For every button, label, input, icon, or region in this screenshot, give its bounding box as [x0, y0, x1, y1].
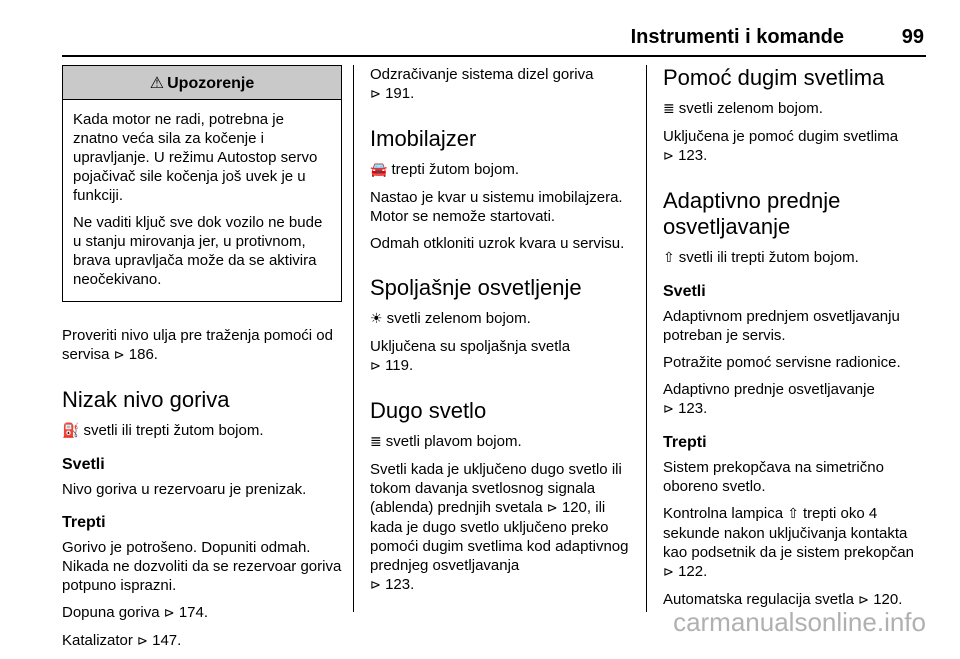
column-right	[663, 65, 928, 618]
warning-title: Upozorenje	[167, 75, 255, 92]
reference-arrow-icon: ⊳	[370, 578, 381, 593]
paragraph: Adaptivno prednje osvetljavanje ⊳ 123.	[663, 381, 875, 417]
paragraph: Katalizator ⊳ 147.	[62, 632, 182, 649]
paragraph: Sistem prekopčava na simetrično oboreno svetlo.	[663, 459, 884, 495]
paragraph: Uključena je pomoć dugim svetlima ⊳ 123.	[663, 128, 899, 164]
reference-arrow-icon: ⊳	[113, 348, 125, 363]
paragraph: Uključena su spoljašnja svetla ⊳ 119.	[370, 338, 571, 374]
reference-arrow-icon: ⊳	[163, 606, 175, 621]
header-rule	[62, 55, 926, 57]
watermark: carmanualsonline.info	[673, 607, 926, 637]
adaptive-headlight-icon: ⇧	[663, 250, 675, 266]
warning-text: Ne vaditi ključ sve dok vozilo ne bude u stanju mirovanja jer, u protivnom, brava upravljača može da se aktivira neočekivano.	[73, 214, 323, 288]
paragraph: Automatska regulacija svetla ⊳ 120.	[663, 591, 903, 608]
warning-body	[63, 100, 341, 301]
paragraph: Odmah otkloniti uzrok kvara u servisu.	[370, 235, 625, 252]
high-beam-assist-icon: ≣	[663, 101, 675, 117]
paragraph: 🚘 trepti žutom bojom.	[370, 161, 519, 178]
warning-header	[63, 66, 341, 100]
paragraph: Adaptivnom prednjem osvetljavanju potreban je servis.	[663, 308, 900, 344]
paragraph: ≣ svetli zelenom bojom.	[663, 100, 823, 117]
reference-arrow-icon: ⊳	[370, 87, 381, 102]
exterior-light-icon: ☀	[370, 311, 383, 327]
high-beam-icon: ≣	[370, 434, 382, 450]
paragraph: Gorivo je potrošeno. Dopuniti odmah. Nikada ne dozvoliti da se rezervoar goriva potpuno isprazni.	[62, 539, 342, 594]
paragraph: Nivo goriva u rezervoaru je prenizak.	[62, 481, 307, 498]
page-header-title: Instrumenti i komande	[630, 26, 844, 48]
warning-text: Kada motor ne radi, potrebna je znatno veća sila za kočenje i upravljanje. U režimu Autostop servo pojačivač sile kočenja još uvek je u funkciji.	[73, 111, 318, 204]
paragraph: Potražite pomoć servisne radionice.	[663, 354, 901, 371]
adaptive-headlight-icon: ⇧	[787, 506, 799, 522]
subheading: Trepti	[663, 434, 707, 451]
paragraph: Svetli kada je uključeno dugo svetlo ili tokom davanja svetlosnog signala (ablenda) prednjih svetala ⊳ 120, ili kada je dugo svetlo uključeno preko pomoći dugim svetlima kod adaptivnog prednjeg osvetljavanja ⊳ 123.	[370, 461, 629, 593]
reference-arrow-icon: ⊳	[858, 593, 870, 608]
reference-arrow-icon: ⊳	[370, 359, 381, 374]
column-middle	[370, 65, 635, 603]
paragraph: Kontrolna lampica ⇧ trepti oko 4 sekunde nakon uključivanja kontakta kao podsetnik da je sistem prekopčan ⊳ 122.	[663, 505, 914, 580]
column-divider	[353, 65, 354, 612]
column-left	[62, 65, 342, 659]
paragraph: ☀ svetli zelenom bojom.	[370, 310, 531, 327]
section-heading: Spoljašnje osvetljenje	[370, 275, 582, 300]
warning-triangle-icon: ⚠	[149, 75, 165, 92]
car-key-icon: 🚘	[370, 162, 388, 178]
paragraph: ⛽ svetli ili trepti žutom bojom.	[62, 422, 264, 439]
subheading: Svetli	[663, 283, 706, 300]
paragraph: ⇧ svetli ili trepti žutom bojom.	[663, 249, 859, 266]
section-heading: Adaptivno prednje osvetljavanje	[663, 188, 841, 239]
paragraph: ≣ svetli plavom bojom.	[370, 433, 522, 450]
subheading: Svetli	[62, 456, 105, 473]
column-divider	[646, 65, 647, 612]
page-number: 99	[901, 26, 924, 48]
paragraph: Nastao je kvar u sistemu imobilajzera. Motor se nemože startovati.	[370, 189, 623, 225]
reference-arrow-icon: ⊳	[663, 149, 674, 164]
subheading: Trepti	[62, 514, 106, 531]
section-heading: Dugo svetlo	[370, 398, 487, 423]
section-heading: Imobilajzer	[370, 126, 477, 151]
warning-box	[62, 65, 342, 302]
paragraph: Proveriti nivo ulja pre traženja pomoći od servisa ⊳ 186.	[62, 327, 333, 363]
fuel-pump-icon: ⛽	[62, 423, 80, 439]
reference-arrow-icon: ⊳	[663, 565, 674, 580]
section-heading: Pomoć dugim svetlima	[663, 65, 885, 90]
section-heading: Nizak nivo goriva	[62, 387, 230, 412]
reference-arrow-icon: ⊳	[137, 634, 148, 649]
paragraph: Dopuna goriva ⊳ 174.	[62, 604, 209, 621]
reference-arrow-icon: ⊳	[546, 501, 558, 516]
paragraph: Odzračivanje sistema dizel goriva ⊳ 191.	[370, 66, 594, 102]
reference-arrow-icon: ⊳	[663, 402, 674, 417]
